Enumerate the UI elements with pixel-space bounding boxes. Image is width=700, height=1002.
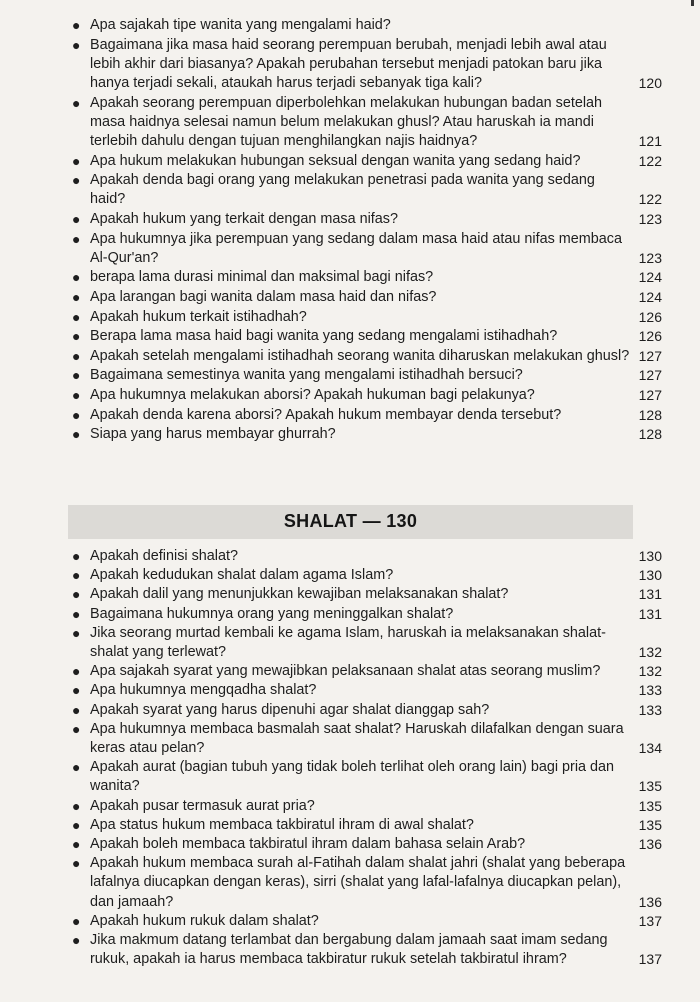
toc-entry-text: Siapa yang harus membayar ghurrah?	[90, 426, 336, 443]
toc-entry-text: Apakah hukum rukuk dalam shalat?	[90, 912, 319, 929]
bullet-icon: ●	[72, 836, 81, 853]
toc-list-bottom	[72, 547, 662, 969]
toc-entry-text: Bagaimana hukumnya orang yang meninggalkan shalat?	[90, 605, 454, 622]
toc-entry-text: Bagaimana jika masa haid seorang perempuan berubah, menjadi lebih awal atau lebih akhir dari biasanya? Apakah perubahan tersebut menjadi patokan baru jika hanya terjadi sekali, ataukah harus terjadi sebanyak tiga kali?	[90, 36, 607, 91]
toc-entry-text: Apakah hukum membaca surah al-Fatihah dalam shalat jahri (shalat yang beberapa lafalnya diucapkan dengan keras), sirri (shalat yang lafal-lafalnya diucapkan pelan), dan jamaah?	[90, 855, 626, 910]
toc-entry	[72, 327, 662, 346]
toc-entry-page: 137	[638, 912, 662, 929]
bullet-icon: ●	[72, 230, 81, 247]
toc-entry	[72, 425, 662, 444]
toc-entry	[72, 230, 662, 268]
toc-entry	[72, 152, 662, 171]
toc-entry-text: Apakah pusar termasuk aurat pria?	[90, 797, 315, 814]
toc-entry	[72, 406, 662, 425]
toc-entry	[72, 36, 662, 94]
bullet-icon: ●	[72, 308, 81, 325]
toc-entry-page: 136	[638, 836, 662, 853]
toc-entry-page: 130	[638, 567, 662, 584]
toc-entry	[72, 816, 662, 835]
bullet-icon: ●	[72, 663, 81, 680]
toc-entry-text: Apakah boleh membaca takbiratul ihram dalam bahasa selain Arab?	[90, 836, 526, 853]
toc-entry-text: Apa hukumnya melakukan aborsi? Apakah hukuman bagi pelakunya?	[90, 386, 535, 403]
toc-entry-text: Apa hukumnya jika perempuan yang sedang dalam masa haid atau nifas membaca Al-Qur'an?	[90, 230, 622, 266]
toc-entry-text: Jika seorang murtad kembali ke agama Islam, haruskah ia melaksanakan shalat-shalat yang terlewat?	[90, 624, 606, 661]
bullet-icon: ●	[72, 94, 81, 111]
toc-entry	[72, 210, 662, 229]
toc-entry-text: berapa lama durasi minimal dan maksimal bagi nifas?	[90, 269, 434, 286]
toc-entry-page: 134	[638, 740, 662, 757]
toc-entry-page: 120	[638, 75, 662, 91]
page-corner-mark	[691, 0, 694, 6]
bullet-icon: ●	[72, 912, 81, 929]
toc-entry	[72, 347, 662, 366]
toc-entry-text: Apakah denda bagi orang yang melakukan penetrasi pada wanita yang sedang haid?	[90, 172, 595, 208]
section-title: SHALAT — 130	[283, 511, 418, 531]
toc-entry	[72, 566, 662, 585]
toc-entry	[72, 662, 662, 681]
bullet-icon: ●	[72, 426, 81, 443]
bullet-icon: ●	[72, 328, 81, 345]
toc-entry-text: Apa larangan bagi wanita dalam masa haid dan nifas?	[90, 288, 437, 305]
bullet-icon: ●	[72, 586, 81, 603]
toc-entry-page: 127	[638, 347, 662, 364]
toc-entry-page: 133	[638, 701, 662, 718]
toc-entry	[72, 547, 662, 566]
toc-entry	[72, 624, 662, 662]
toc-entry-text: Jika makmum datang terlambat dan bergabung dalam jamaah saat imam sedang rukuk, apakah ia harus membaca takbiratur rukuk setelah takbiratul ihram?	[90, 932, 608, 968]
bullet-icon: ●	[72, 932, 81, 949]
toc-entry	[72, 268, 662, 287]
toc-entry-page: 127	[638, 386, 662, 403]
bullet-icon: ●	[72, 548, 81, 564]
bullet-icon: ●	[72, 210, 81, 227]
toc-entry-page: 131	[638, 586, 662, 603]
toc-entry-text: Apakah syarat yang harus dipenuhi agar shalat dianggap sah?	[90, 701, 490, 718]
bullet-icon: ●	[72, 816, 81, 833]
toc-entry-text: Apakah definisi shalat?	[90, 548, 239, 564]
bullet-icon: ●	[72, 288, 81, 305]
bullet-icon: ●	[72, 759, 81, 776]
toc-entry-page: 122	[638, 191, 662, 208]
toc-list-top	[72, 16, 662, 445]
toc-entry-text: Apa hukumnya membaca basmalah saat shalat? Haruskah dilafalkan dengan suara keras atau pelan?	[90, 720, 624, 757]
toc-entry-page: 137	[638, 951, 662, 968]
bullet-icon: ●	[72, 152, 81, 169]
toc-entry	[72, 758, 662, 796]
toc-entry-page: 124	[638, 288, 662, 305]
toc-entry-page: 136	[638, 893, 662, 910]
toc-entry-page: 123	[638, 249, 662, 266]
toc-entry	[72, 366, 662, 385]
bullet-icon: ●	[72, 406, 81, 423]
toc-entry-page: 133	[638, 682, 662, 699]
toc-entry-page: 123	[638, 210, 662, 227]
toc-entry-text: Apa hukum melakukan hubungan seksual dengan wanita yang sedang haid?	[90, 152, 581, 169]
bullet-icon: ●	[72, 720, 81, 737]
bullet-icon: ●	[72, 797, 81, 814]
bullet-icon: ●	[72, 17, 81, 33]
bullet-icon: ●	[72, 367, 81, 384]
toc-entry-text: Apa status hukum membaca takbiratul ihram di awal shalat?	[90, 816, 474, 833]
toc-entry	[72, 605, 662, 624]
toc-entry-page: 132	[638, 663, 662, 680]
toc-entry-text: Apakah setelah mengalami istihadhah seorang wanita diharuskan melakukan ghusl?	[90, 347, 630, 364]
bullet-icon: ●	[72, 172, 81, 189]
toc-entry	[72, 681, 662, 700]
toc-entry-page: 127	[638, 367, 662, 384]
toc-entry-page: 126	[638, 308, 662, 325]
toc-entry-page: 124	[638, 269, 662, 286]
toc-entry	[72, 912, 662, 931]
toc-entry-page: 122	[638, 152, 662, 169]
bullet-icon: ●	[72, 386, 81, 403]
toc-entry-page: 135	[638, 816, 662, 833]
toc-entry	[72, 701, 662, 720]
toc-entry-page: 135	[638, 778, 662, 795]
toc-entry-page: 135	[638, 797, 662, 814]
toc-entry	[72, 288, 662, 307]
bullet-icon: ●	[72, 347, 81, 364]
toc-entry	[72, 16, 632, 35]
toc-entry-text: Apakah seorang perempuan diperbolehkan melakukan hubungan badan setelah masa haidnya selesai namun belum melakukan ghusl? Atau haruskah ia mandi terlebih dahulu dengan tujuan menghilangkan najis haidnya?	[90, 94, 603, 149]
toc-entry-page: 132	[638, 644, 662, 661]
toc-entry-text: Apakah denda karena aborsi? Apakah hukum membayar denda tersebut?	[90, 406, 562, 423]
toc-entry-text: Apa hukumnya mengqadha shalat?	[90, 682, 317, 699]
toc-entry-page: 121	[638, 133, 662, 149]
toc-entry	[72, 797, 662, 816]
bullet-icon: ●	[72, 269, 81, 286]
toc-entry	[72, 720, 662, 758]
toc-entry-text: Apakah aurat (bagian tubuh yang tidak boleh terlihat oleh orang lain) bagi pria dan wanita?	[90, 759, 615, 795]
toc-entry-page: 128	[638, 426, 662, 443]
toc-entry-text: Apa sajakah tipe wanita yang mengalami haid?	[90, 17, 391, 33]
toc-entry	[72, 835, 662, 854]
toc-entry	[72, 585, 662, 604]
toc-entry	[72, 931, 662, 969]
toc-entry	[72, 308, 662, 327]
toc-entry-page: 131	[638, 605, 662, 622]
toc-entry-text: Berapa lama masa haid bagi wanita yang sedang mengalami istihadhah?	[90, 328, 558, 345]
bullet-icon: ●	[72, 605, 81, 622]
toc-entry-text: Apakah dalil yang menunjukkan kewajiban melaksanakan shalat?	[90, 586, 509, 603]
toc-entry-page: 128	[638, 406, 662, 423]
bullet-icon: ●	[72, 682, 81, 699]
bullet-icon: ●	[72, 855, 81, 872]
bullet-icon: ●	[72, 624, 81, 641]
bullet-icon: ●	[72, 701, 81, 718]
section-header-band	[68, 505, 633, 539]
toc-entry-text: Apakah kedudukan shalat dalam agama Islam?	[90, 567, 394, 584]
bullet-icon: ●	[72, 36, 81, 53]
toc-entry	[72, 854, 662, 912]
toc-entry-text: Apakah hukum yang terkait dengan masa nifas?	[90, 210, 398, 227]
bullet-icon: ●	[72, 567, 81, 584]
toc-entry-text: Apa sajakah syarat yang mewajibkan pelaksanaan shalat atas seorang muslim?	[90, 663, 601, 680]
toc-entry	[72, 94, 662, 152]
toc-entry-page: 126	[638, 328, 662, 345]
toc-entry-text: Bagaimana semestinya wanita yang mengalami istihadhah bersuci?	[90, 367, 523, 384]
toc-entry	[72, 171, 662, 209]
toc-entry-text: Apakah hukum terkait istihadhah?	[90, 308, 307, 325]
toc-entry-page: 130	[638, 548, 662, 564]
toc-entry	[72, 386, 662, 405]
